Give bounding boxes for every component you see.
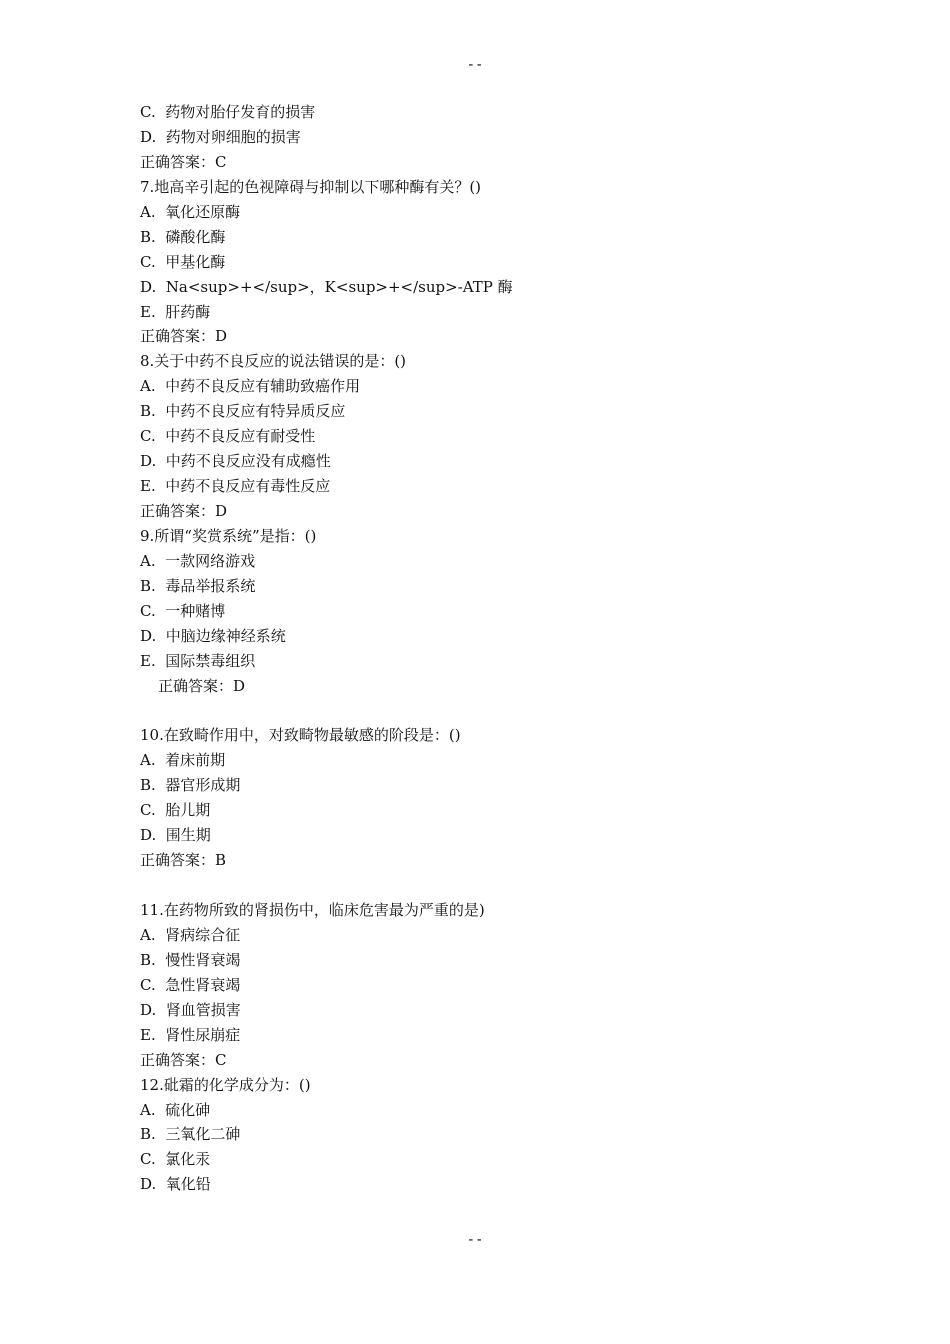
q8-option-c: C. 中药不良反应有耐受性 [140,427,316,446]
q6-option-c: C. 药物对胎仔发育的损害 [140,103,316,121]
q10-option-a: A. 着床前期 [140,751,226,770]
page-header-marker: -- [466,57,484,73]
q8-option-a: A. 中药不良反应有辅助致癌作用 [140,377,361,396]
q9-answer: 正确答案：D [158,676,246,695]
q10-option-c: C. 胎儿期 [140,801,211,820]
q11-option-d: D. 肾血管损害 [140,1000,241,1019]
q9-option-a: A. 一款网络游戏 [140,551,256,570]
q7-option-a: A. 氧化还原酶 [140,202,241,221]
q10-option-b: B. 器官形成期 [140,776,241,795]
q11-option-e: E. 肾性尿崩症 [140,1025,241,1044]
blank-line [140,873,840,898]
q7-option-b: B. 磷酸化酶 [140,227,226,246]
q10-option-d: D. 围生期 [140,826,211,845]
q9-option-b: B. 毒品举报系统 [140,576,256,595]
q10-question: 10.在致畸作用中，对致畸物最敏感的阶段是：() [140,726,461,745]
q11-option-b: B. 慢性肾衰竭 [140,950,241,969]
q11-option-c: C. 急性肾衰竭 [140,975,241,994]
q7-answer: 正确答案：D [140,327,228,346]
blank-line [140,699,840,724]
q8-option-b: B. 中药不良反应有特异质反应 [140,402,346,421]
q10-answer: 正确答案：B [140,851,227,870]
q12-option-b: B. 三氧化二砷 [140,1125,241,1144]
q9-option-c: C. 一种赌博 [140,601,226,620]
q8-question: 8.关于中药不良反应的说法错误的是：() [140,352,407,371]
q11-option-a: A. 肾病综合征 [140,925,241,944]
q9-question: 9.所谓“奖赏系统”是指：() [140,526,317,545]
q6-answer: 正确答案：C [140,152,227,171]
q9-option-e: E. 国际禁毒组织 [140,651,256,670]
q8-option-e: E. 中药不良反应有毒性反应 [140,477,331,496]
q9-option-d: D. 中脑边缘神经系统 [140,626,286,645]
q7-question: 7.地高辛引起的色视障碍与抑制以下哪种酶有关？() [140,177,482,196]
q12-question: 12.砒霜的化学成分为：() [140,1075,311,1094]
q8-option-d: D. 中药不良反应没有成瘾性 [140,452,331,471]
q12-option-d: D. 氧化铅 [140,1175,211,1194]
q7-option-d: D. Na<sup>+</sup>，K<sup>+</sup>-ATP 酶 [140,277,513,296]
q11-question: 11.在药物所致的肾损伤中，临床危害最为严重的是) [140,901,485,919]
q7-option-c: C. 甲基化酶 [140,252,226,271]
q11-answer: 正确答案：C [140,1050,227,1069]
page-footer-marker: -- [466,1232,484,1248]
q12-option-a: A. 硫化砷 [140,1100,211,1119]
q6-option-d: D. 药物对卵细胞的损害 [140,127,301,146]
q7-option-e: E. 肝药酶 [140,302,211,321]
q12-option-c: C. 氯化汞 [140,1150,211,1169]
q8-answer: 正确答案：D [140,502,228,520]
document-body [140,100,840,1197]
